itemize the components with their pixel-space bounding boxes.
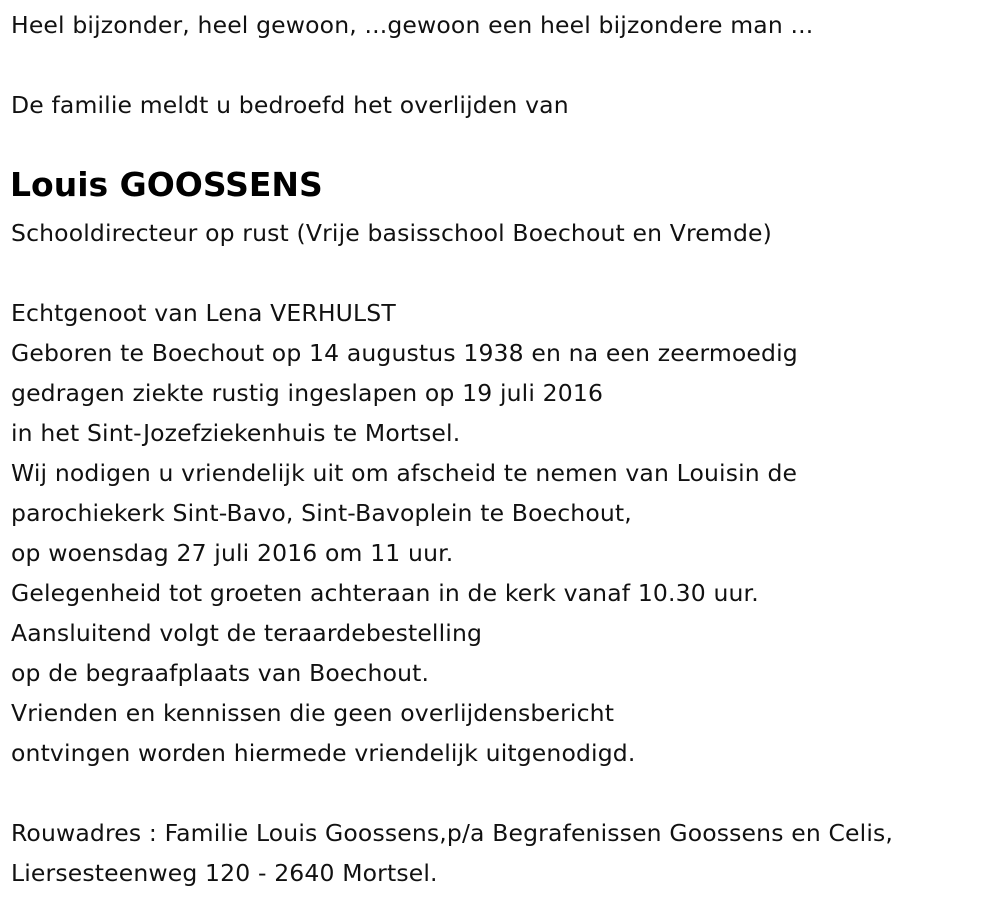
body-line: gedragen ziekte rustig ingeslapen op 19 juli 2016 [11,379,604,407]
body-line: Wij nodigen u vriendelijk uit om afscheid te nemen van Louisin de [11,459,798,487]
body-line: Aansluitend volgt de teraardebestelling [11,619,483,647]
body-line: op de begraafplaats van Boechout. [11,659,430,687]
occupation: Schooldirecteur op rust (Vrije basisschool Boechout en Vremde) [11,219,772,247]
address-line: Liersesteenweg 120 - 2640 Mortsel. [11,859,438,887]
body-line: ontvingen worden hiermede vriendelijk uitgenodigd. [11,739,636,767]
body-line: Gelegenheid tot groeten achteraan in de kerk vanaf 10.30 uur. [11,579,759,607]
body-line: Vrienden en kennissen die geen overlijdensbericht [11,699,615,727]
body-line: Geboren te Boechout op 14 augustus 1938 en na een zeermoedig [11,339,798,367]
motto: Heel bijzonder, heel gewoon, ...gewoon een heel bijzondere man ... [11,11,814,39]
body-line: Echtgenoot van Lena VERHULST [11,299,396,327]
announcement: De familie meldt u bedroefd het overlijden van [11,91,569,119]
body-line: op woensdag 27 juli 2016 om 11 uur. [11,539,454,567]
body-line: in het Sint-Jozefziekenhuis te Mortsel. [11,419,461,447]
deceased-name: Louis GOOSSENS [10,165,323,204]
address-line: Rouwadres : Familie Louis Goossens,p/a Begrafenissen Goossens en Celis, [11,819,894,847]
body-line: parochiekerk Sint-Bavo, Sint-Bavoplein te Boechout, [11,499,632,527]
